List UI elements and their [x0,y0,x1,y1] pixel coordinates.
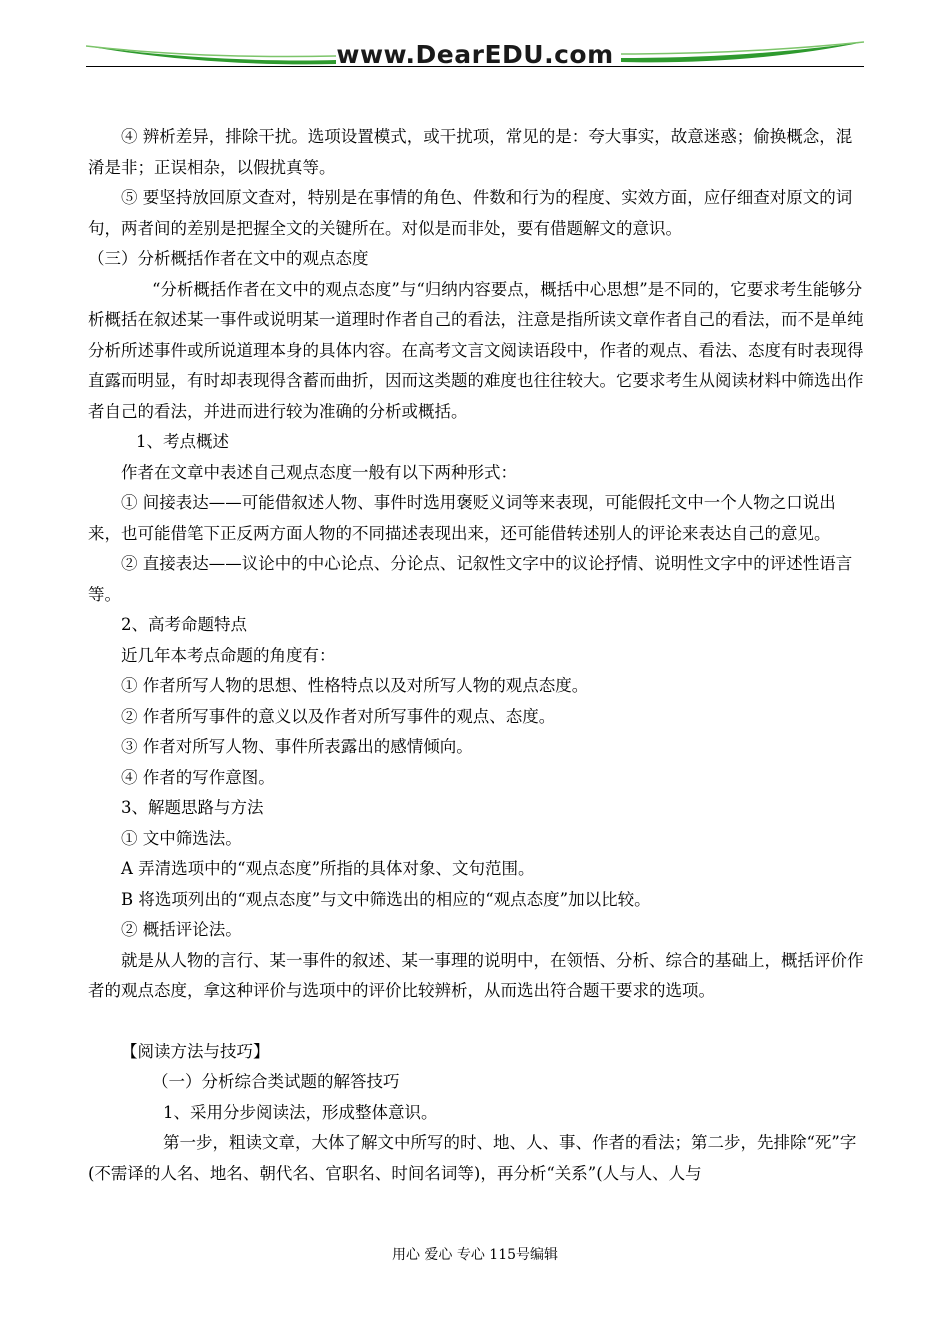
paragraph: 第一步，粗读文章，大体了解文中所写的时、地、人、事、作者的看法；第二步，先排除“死”字(不需译的人名、地名、朝代名、官职名、时间名词等)，再分析“关系”(人与人、人与 [88,1133,857,1183]
paragraph: （一）分析综合类试题的解答技巧 [152,1072,400,1091]
paragraph: 2、高考命题特点 [121,615,247,634]
header-rule [86,66,864,67]
site-header [86,36,864,76]
paragraph: ① 作者所写人物的思想、性格特点以及对所写人物的观点态度。 [121,676,589,695]
paragraph: 1、采用分步阅读法，形成整体意识。 [163,1102,438,1122]
paragraph: 就是从人物的言行、某一事件的叙述、某一事理的说明中，在领悟、分析、综合的基础上，概括评价作者的观点态度，拿这种评价与选项中的评价比较辨析，从而选出符合题干要求的选项。 [88,950,864,1000]
page-footer: 用心 爱心 专心 115号编辑 [391,1247,559,1263]
paragraph: ④ 辨析差异，排除干扰。选项设置模式，或干扰项，常见的是：夸大事实，故意迷惑；偷换概念，混淆是非；正误相杂，以假扰真等。 [88,127,853,177]
paragraph: ① 文中筛选法。 [121,828,242,848]
document-body [88,122,866,1189]
paragraph: 【阅读方法与技巧】 [121,1041,270,1061]
paragraph: ① 间接表达——可能借叙述人物、事件时选用褒贬义词等来表现，可能假托文中一个人物之口说出来，也可能借笔下正反两方面人物的不同描述表现出来，还可能借转述别人的评论来表达自己的意见。 [88,493,836,543]
paragraph: （三）分析概括作者在文中的观点态度 [88,249,369,268]
blank-line [88,1007,866,1037]
paragraph: 近几年本考点命题的角度有： [121,645,336,665]
paragraph: ③ 作者对所写人物、事件所表露出的感情倾向。 [121,737,473,756]
paragraph: 3、解题思路与方法 [121,798,264,817]
paragraph: A 弄清选项中的“观点态度”所指的具体对象、文句范围。 [121,859,535,878]
paragraph: ④ 作者的写作意图。 [121,767,275,787]
paragraph: B 将选项列出的“观点态度”与文中筛选出的相应的“观点态度”加以比较。 [121,889,651,909]
paragraph: “分析概括作者在文中的观点态度”与“归纳内容要点，概括中心思想”是不同的，它要求考生能够分析概括在叙述某一事件或说明某一道理时作者自己的看法，注意是指所读文章作者自己的看法，而不是单纯分析所述事件或所说道理本身的具体内容。在高考文言文阅读语段中，作者的观点、看法、态度有时表现得直露而明显，有时却表现得含蓄而曲折，因而这类题的难度也往往较大。它要求考生从阅读材料中筛选出作者自己的看法，并进而进行较为准确的分析或概括。 [88,279,864,421]
paragraph: ② 直接表达——议论中的中心论点、分论点、记叙性文字中的议论抒情、说明性文字中的评述性语言等。 [88,554,853,604]
site-title: www.DearEDU.com [336,40,614,69]
paragraph: ⑤ 要坚持放回原文查对，特别是在事情的角色、件数和行为的程度、实效方面，应仔细查对原文的词句，两者间的差别是把握全文的关键所在。对似是而非处，要有借题解文的意识。 [88,188,853,238]
paragraph: ② 概括评论法。 [121,920,242,939]
paragraph: ② 作者所写事件的意义以及作者对所写事件的观点、态度。 [121,706,556,726]
paragraph: 作者在文章中表述自己观点态度一般有以下两种形式： [121,462,517,482]
paragraph: 1、考点概述 [136,432,229,451]
